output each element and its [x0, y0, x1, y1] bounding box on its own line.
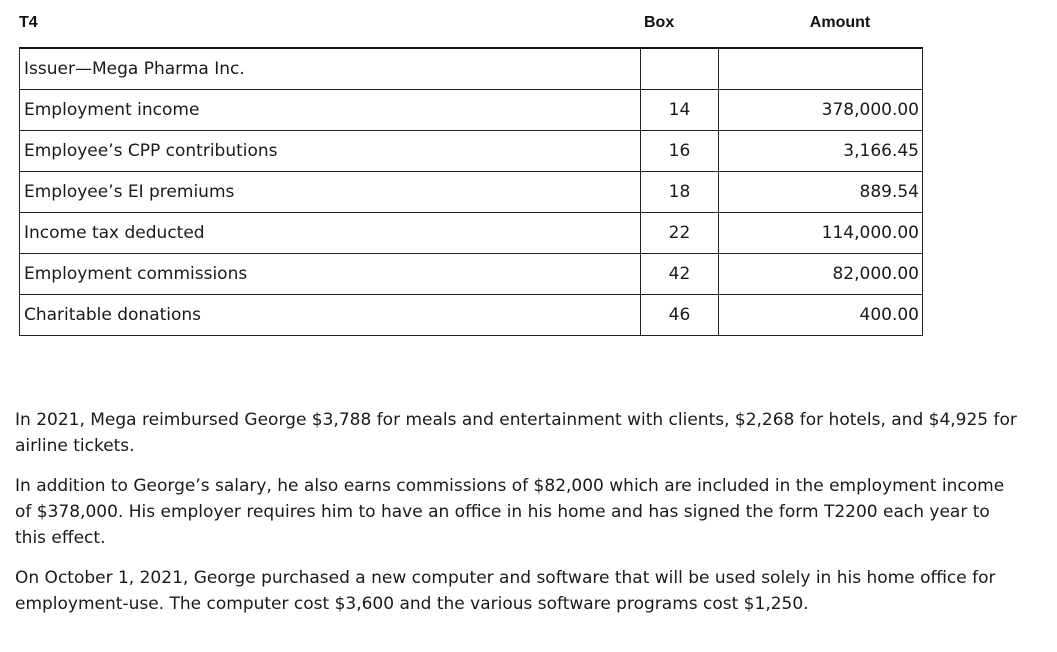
row-description: Employee’s EI premiums — [20, 171, 641, 212]
row-amount — [719, 48, 923, 89]
commissions-paragraph: In addition to George’s salary, he also earns commissions of $82,000 which are included in the employment income of $378,000. His employer requires him to have an office in his home and has signed the form T2200 each year to this effect. — [15, 476, 1005, 548]
row-box-number: 46 — [641, 294, 719, 335]
row-box-number: 16 — [641, 130, 719, 171]
table-row — [20, 48, 923, 89]
amount-column-header: Amount — [809, 14, 871, 31]
row-amount: 889.54 — [719, 171, 923, 212]
row-amount: 400.00 — [719, 294, 923, 335]
row-box-number — [641, 48, 719, 89]
box-column-header: Box — [644, 14, 675, 31]
table-row — [20, 212, 923, 253]
computer-purchase-paragraph: On October 1, 2021, George purchased a new computer and software that will be used solely in his home office for employment-use. The computer cost $3,600 and the various software programs cost $1,250. — [15, 568, 996, 614]
row-description: Income tax deducted — [20, 212, 641, 253]
table-row — [20, 130, 923, 171]
row-amount: 378,000.00 — [719, 89, 923, 130]
t4-slip-table — [19, 47, 923, 336]
row-description: Employment income — [20, 89, 641, 130]
form-label: T4 — [19, 14, 38, 31]
row-description: Employee’s CPP contributions — [20, 130, 641, 171]
row-box-number: 18 — [641, 171, 719, 212]
row-amount: 114,000.00 — [719, 212, 923, 253]
row-box-number: 42 — [641, 253, 719, 294]
row-description: Issuer—Mega Pharma Inc. — [20, 48, 641, 89]
row-description: Employment commissions — [20, 253, 641, 294]
table-row — [20, 294, 923, 335]
row-box-number: 14 — [641, 89, 719, 130]
row-amount: 82,000.00 — [719, 253, 923, 294]
row-description: Charitable donations — [20, 294, 641, 335]
reimbursement-paragraph: In 2021, Mega reimbursed George $3,788 for meals and entertainment with clients, $2,268 for hotels, and $4,925 for airline tickets. — [15, 410, 1017, 456]
table-row — [20, 89, 923, 130]
table-row — [20, 253, 923, 294]
row-amount: 3,166.45 — [719, 130, 923, 171]
row-box-number: 22 — [641, 212, 719, 253]
table-row — [20, 171, 923, 212]
